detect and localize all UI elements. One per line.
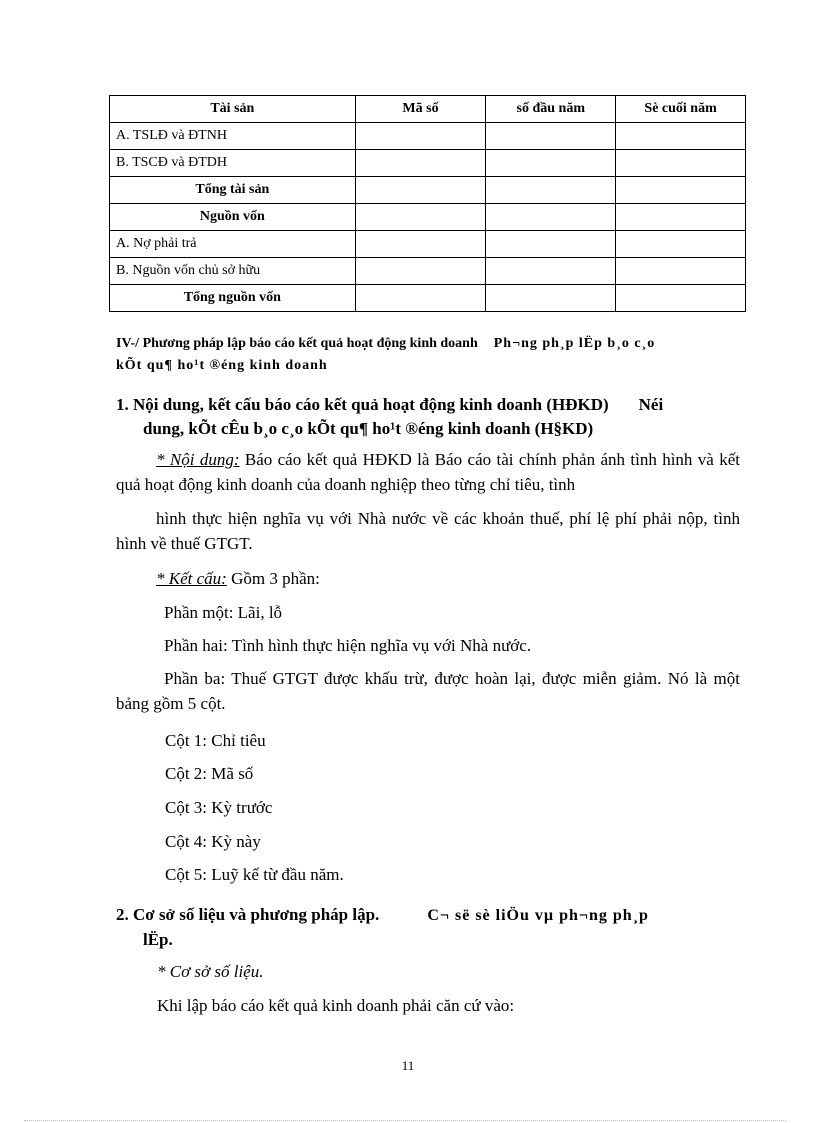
section-iv-garbled-1: Ph¬ng ph¸p lËp b¸o c¸o	[493, 336, 656, 351]
row-label: Tổng nguồn vốn	[110, 285, 356, 312]
heading-2	[116, 903, 740, 952]
table-cell	[355, 123, 486, 150]
table-header-row	[110, 96, 746, 123]
ket-cau-line	[156, 566, 320, 591]
heading-1-title: 1. Nội dung, kết cấu báo cáo kết quả hoạt động kinh doanh (HĐKD)	[116, 395, 609, 414]
table-cell	[486, 285, 616, 312]
co-so-text: Khi lập báo cáo kết quả kinh doanh phải căn cứ vào:	[157, 996, 515, 1015]
heading-2-garbled-a: C¬ së sè liÖu vµ ph¬ng ph¸p	[427, 907, 649, 924]
co-so-label: * Cơ sở số liệu.	[157, 962, 264, 981]
noi-dung-paragraph	[116, 447, 740, 497]
row-label: B. Nguồn vốn chủ sở hữu	[110, 258, 356, 285]
section-iv-heading	[116, 333, 740, 377]
header-ma-so: Mã số	[355, 96, 486, 123]
part-two: Phần hai: Tình hình thực hiện nghĩa vụ với Nhà nước.	[164, 636, 532, 655]
heading-1-garbled-a: Néi	[638, 395, 664, 414]
table-cell	[616, 285, 746, 312]
ket-cau-label: * Kết cấu:	[156, 569, 227, 588]
noi-dung-label: * Nội dung:	[156, 450, 240, 469]
table-cell	[486, 177, 616, 204]
section-iv-title: IV-/ Phương pháp lập báo cáo kết quả hoạt động kinh doanh	[116, 336, 478, 351]
table-row	[110, 150, 746, 177]
header-so-cuoi-nam: Sè cuối năm	[616, 96, 746, 123]
page-bottom-divider	[24, 1120, 786, 1121]
heading-1-garbled-b: dung, kÕt cÊu b¸o c¸o kÕt qu¶ ho¹t ®éng kinh doanh (H§KD)	[143, 419, 594, 438]
ket-cau-text: Gồm 3 phần:	[231, 569, 320, 588]
table-cell	[616, 150, 746, 177]
page-number: 11	[401, 1058, 415, 1073]
table-cell	[616, 177, 746, 204]
table-cell	[355, 204, 486, 231]
table-cell	[486, 231, 616, 258]
table-cell	[355, 258, 486, 285]
column-5: Cột 5: Luỹ kế từ đầu năm.	[165, 865, 344, 884]
table-cell	[616, 258, 746, 285]
part-three-text: Phần ba: Thuế GTGT được khấu trừ, được hoàn lại, được miễn giảm. Nó là một bảng gồm 5 cột.	[116, 669, 740, 713]
table-row	[110, 177, 746, 204]
row-label: Nguồn vốn	[110, 204, 356, 231]
table-cell	[616, 123, 746, 150]
row-label: A. Nợ phải trả	[110, 231, 356, 258]
heading-2-garbled-b: lËp.	[143, 930, 173, 949]
noi-dung-text-2b: nộp, tình hình về thuế GTGT.	[116, 509, 741, 553]
table-cell	[486, 258, 616, 285]
row-label: Tổng tài sản	[110, 177, 356, 204]
heading-1	[116, 393, 740, 441]
part-three	[116, 666, 740, 716]
table-row	[110, 123, 746, 150]
column-2: Cột 2: Mã số	[165, 764, 254, 783]
noi-dung-text-2a: hình thực hiện nghĩa vụ với Nhà nước về các khoản thuế, phí lệ phí phải	[156, 509, 673, 528]
part-one: Phần một: Lãi, lỗ	[164, 603, 283, 622]
table-cell	[486, 123, 616, 150]
table-cell	[355, 177, 486, 204]
table-cell	[355, 231, 486, 258]
heading-2-title: 2. Cơ sở số liệu và phương pháp lập.	[116, 905, 380, 924]
header-so-dau-nam: số đầu năm	[486, 96, 616, 123]
row-label: A. TSLĐ và ĐTNH	[110, 123, 356, 150]
balance-sheet-table	[109, 95, 746, 312]
noi-dung-paragraph-2	[116, 506, 740, 556]
table-row	[110, 231, 746, 258]
row-label: B. TSCĐ và ĐTDH	[110, 150, 356, 177]
column-3: Cột 3: Kỳ trước	[165, 798, 273, 817]
table-cell	[355, 285, 486, 312]
table-row	[110, 285, 746, 312]
table-cell	[616, 231, 746, 258]
table-cell	[355, 150, 486, 177]
section-iv-garbled-2: kÕt qu¶ ho¹t ®éng kinh doanh	[116, 358, 328, 373]
header-tai-san: Tài sản	[110, 96, 356, 123]
table-cell	[486, 150, 616, 177]
table-row	[110, 204, 746, 231]
column-1: Cột 1: Chỉ tiêu	[165, 731, 266, 750]
column-4: Cột 4: Kỳ này	[165, 832, 261, 851]
noi-dung-text: Báo cáo kết quả HĐKD là Báo cáo tài chính phản ánh tình hình và kết quả hoạt động kinh doanh của doanh nghiệp theo từng chỉ tiêu, tình	[116, 450, 741, 494]
table-cell	[486, 204, 616, 231]
table-row	[110, 258, 746, 285]
table-cell	[616, 204, 746, 231]
